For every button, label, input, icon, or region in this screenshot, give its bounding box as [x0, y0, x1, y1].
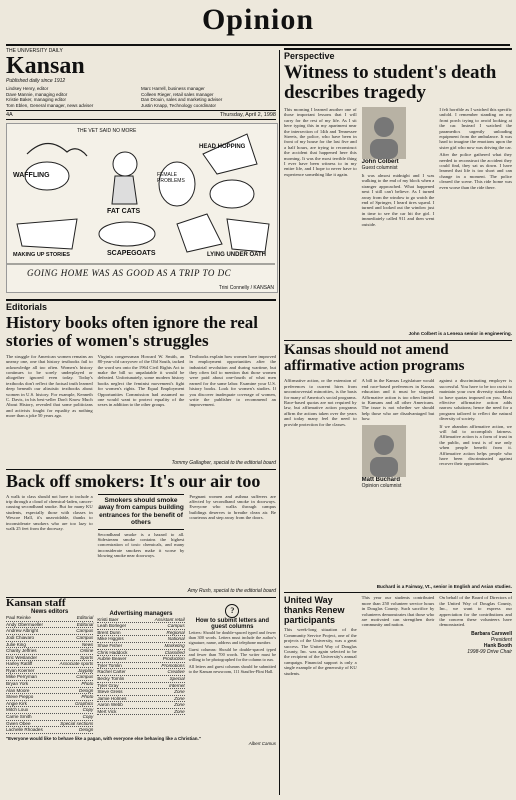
staff-entry: Marc Harrell, business manager — [141, 86, 205, 91]
staff-row-name: Becky Tomlin — [97, 675, 125, 681]
staff-row-name: Bryan York — [6, 681, 29, 687]
smoking-body — [6, 494, 276, 588]
staff-row-role: Production — [162, 656, 185, 662]
staff-row-name: Angie Kirk — [6, 700, 27, 706]
staff-row-role: Zone — [174, 702, 185, 708]
staff-row — [6, 714, 93, 721]
submit-title: How to submit letters and guest columns — [195, 617, 269, 630]
staff-row-role: Design — [79, 727, 94, 733]
staff-row — [6, 661, 93, 668]
page-number: 4A — [6, 112, 13, 118]
cartoon-label: SCAPEGOATS — [107, 250, 156, 257]
feedback-section — [284, 592, 512, 733]
staff-row-name: Alan Moore — [6, 687, 30, 693]
staff-row-role: Design — [79, 687, 94, 693]
affirmative-body — [284, 378, 512, 584]
staff-row-name: Shae Fisher — [97, 642, 123, 648]
staff-row-role: Sports — [80, 654, 94, 660]
staff-row — [6, 688, 93, 695]
column-divider — [279, 50, 280, 795]
staff-row-name: Jodi Chiavaro — [6, 634, 35, 640]
cartoon-label: MAKING UP STORIES — [13, 252, 70, 258]
staff-row-name: Paul Reinke — [6, 615, 31, 621]
editorial-headline: History books often ignore the real stories of women's struggles — [6, 313, 258, 350]
staff-row — [97, 696, 184, 703]
signer-title: President — [490, 636, 512, 643]
editorial-signature: Tommy Gallagher, special to the editorial board — [171, 459, 276, 466]
editorial-cartoon — [6, 123, 278, 293]
staff-row-role: Graphics — [74, 700, 94, 706]
staff-row-role: Special — [169, 675, 185, 681]
cartoon-label: LYING UNDER OATH — [207, 252, 267, 258]
affirmative-tagline: Buchard is a Fairway, Vt., senior in English and Asian studies. — [376, 584, 512, 590]
staff-row-name: Charity Jeffries — [6, 648, 37, 654]
masthead-rule — [6, 44, 510, 46]
smoking-col: Pregnant women and asthma sufferers are affected by secondhand smoke in doorways. Everyone who walks through campus buildings deserves to breathe clean air. Be courteous and step away from the doors. — [189, 493, 276, 521]
staff-row-name: Aubrie Beaver — [97, 656, 127, 662]
affirmative-col: against a discriminating employer is successful. You have to be too racist to maintain your own diversity standards to have quotas imposed on you. Most effective affirmative action adds narrow solutions; hence the need for a program tailored to reflect the natural diversity of society. — [439, 378, 512, 422]
staff-row-role: Online — [80, 648, 94, 654]
news-editors-list — [6, 615, 93, 734]
staff-row-role: Editorial — [76, 621, 94, 627]
ad-managers-list — [97, 617, 184, 716]
staff-row — [97, 617, 184, 624]
staff-row-role: Special sections — [60, 720, 94, 726]
staff-row-name: Andy Obermueller — [6, 621, 44, 627]
staff-row-name: Mitch Loux — [6, 707, 29, 713]
info-icon: ? — [225, 604, 239, 618]
staff-row-role: Classified — [164, 649, 185, 655]
staff-row-name: Tyler Tomlin — [97, 662, 122, 668]
submit-letters: Letters: Should be double-spaced typed and fewer than 300 words. Letters must include the author's signature, name, address and telephone number. — [188, 629, 276, 645]
staff-row-role: Promotions — [161, 662, 185, 668]
staff-entry: Justin Knapp, Technology coordinator — [141, 102, 216, 108]
editorials-label: Editorials — [6, 299, 276, 312]
right-column — [284, 48, 512, 798]
staff-row-name: Chris Haddock — [97, 649, 128, 655]
staff-quote: "Everyone would like to behave like a pagan, with everyone else behaving like a Christian." — [6, 735, 201, 741]
kansan-staff-box — [6, 597, 276, 734]
staff-row — [6, 721, 93, 728]
staff-row — [97, 702, 184, 709]
affirmative-col: If we abandon affirmative action, we will fail to accomplish fairness. Affirmative action is a form of trust in the public, and trust is of use only when people benefit from it. Affirmative action helps people who have been discriminated against recover their opportunities. — [439, 423, 512, 467]
signer-name: Barbara Carswell — [471, 630, 512, 637]
staff-row — [6, 674, 93, 681]
staff-row-name: Steve Gress — [97, 689, 123, 695]
staff-row-role: Internet — [169, 682, 185, 688]
dateline — [6, 110, 276, 120]
staff-row-role: National — [167, 636, 185, 642]
staff-row-name: Aaron Webb — [97, 702, 123, 708]
staff-box-title: Kansan staff — [6, 596, 66, 609]
news-editors-title: News editors — [30, 609, 69, 616]
author-photo-icon — [362, 425, 406, 477]
staff-row — [6, 628, 93, 635]
feedback-col: This week-long situation of the Community Service Project, one of the projects of the University, was a great success. The United Way of Douglas County, Inc. was again selected to be the recipient of the University's annual campaign. Financial support is only a single example of the generosity of KU students. — [284, 627, 357, 676]
staff-row — [6, 701, 93, 708]
staff-row — [97, 709, 184, 716]
smoking-pullquote: Smokers should smoke away from campus building entrances for the benefit of others — [98, 494, 185, 530]
ad-managers-title: Advertising managers — [109, 610, 173, 617]
staff-row — [97, 663, 184, 670]
staff-row-role: Photo — [81, 694, 94, 700]
issue-date: Thursday, April 2, 1998 — [219, 112, 276, 118]
staff-row — [6, 681, 93, 688]
staff-row-name: Mike Perryman — [6, 674, 37, 680]
staff-row-name: Jamie Holmes — [97, 695, 127, 701]
staff-row-name: Leah Borleger — [97, 623, 127, 629]
staff-row-role: Campus — [76, 628, 94, 634]
feedback-headline: United Way thanks Renew participants — [284, 595, 345, 626]
staff-row-name: Steve Pieppo — [6, 694, 34, 700]
staff-entry: Lindsey Henry, editor — [6, 86, 49, 91]
staff-row-role: Campus — [76, 674, 94, 680]
staff-quote-author: Albert Camus — [248, 740, 276, 746]
signer-title: 1998-99 Drive Chair — [467, 648, 512, 655]
submit-note: All letters and guest columns should be submitted to the Kansan newsroom, 111 Stauffer-Flint Hall. — [188, 663, 276, 674]
perspective-col: After the police gathered what they needed to reconstruct the accident they could find, they sat us down. I have learned that life is too short and can change in a moment. The police cleared the scene. This ride home was even worse than the ride there. — [439, 152, 512, 190]
staff-row-role: Editorial — [76, 615, 94, 621]
editorial-col: Textbooks explain how women have improved in employment opportunities after the industrial revolution and during wartime, but they often fail to mention that those women were paid about one-fourth of what men earned for the same labor. Examine your U.S. history books. Look for women's studies. If you discover inadequate coverage of women, write the publisher to recommend an improvement. — [189, 353, 276, 408]
perspective-tagline: John Colbert is a Lenexa senior in engineering. — [408, 330, 512, 336]
staff-row — [97, 669, 184, 676]
signer-name: Hank Booth — [483, 642, 512, 649]
staff-row-name: Mike Higgins — [97, 636, 124, 642]
section-title: Opinion — [201, 3, 315, 36]
perspective-headline: Witness to student's death describes tragedy — [284, 62, 497, 103]
cartoon-label: WAFFLING — [13, 172, 50, 179]
staff-row-name: Gwen Obee — [6, 720, 31, 726]
staff-row-name: Ryan Koerner — [6, 667, 35, 673]
perspective-col: I felt horrible as I watched this specific unfold. I remember standing on my front porch trying to avoid looking at the car. Instead I watched the paramedics urgently unloading equipment from the ambulance. It was hard to imagine the emotions upon the sister girl who now was driving the car. — [439, 106, 512, 150]
author-name: Matt Buchard — [361, 476, 400, 483]
staff-row-name: Tyler Gray — [97, 682, 119, 688]
author-name: John Colbert — [361, 158, 399, 165]
smoking-signature: Amy Rush, special to the editorial board — [187, 587, 276, 594]
staff-entry: Dan Drouin, sales and marketing adviser — [141, 97, 223, 102]
staff-row-role: Zone — [174, 695, 185, 701]
staff-row — [97, 630, 184, 637]
staff-row — [6, 655, 93, 662]
staff-row-role: Zone — [174, 689, 185, 695]
staff-row — [97, 676, 184, 683]
perspective-body — [284, 107, 512, 331]
flag-name: Kansan — [6, 53, 85, 79]
staff-row — [6, 648, 93, 655]
staff-row-name: Andrew Albright — [6, 628, 39, 634]
cartoon-label: FEMALE PROBLEMS — [157, 172, 185, 184]
staff-row-role: Campus — [76, 634, 94, 640]
staff-row — [97, 643, 184, 650]
staff-row-role: Jayplay — [77, 667, 94, 673]
staff-row-role: Campus — [167, 623, 185, 629]
staff-row-name: Kristi Baer — [97, 616, 119, 622]
flag-published: Published daily since 1912 — [6, 78, 66, 84]
smoking-headline: Back off smokers: It's our air too — [6, 470, 261, 491]
staff-row — [6, 707, 93, 714]
affirmative-col: A bill in the Kansas Legislature would end race-based preferences in Kansas education and it must be stopped. Affirmative action is too often limited to Kansans and all other Americans. The issue is not whether we should help those who are disadvantaged but how. — [361, 378, 435, 422]
staff-row-name: Brent Dunn — [97, 629, 121, 635]
feedback-col: On behalf of the Board of Directors of the United Way of Douglas County, Inc., we want to express our appreciation for the contributions and the concern these volunteers have demonstrated. — [439, 595, 512, 628]
staff-row-role: Zone — [174, 708, 185, 714]
staff-row — [6, 642, 93, 649]
staff-entry: Kristie Baker, managing editor — [6, 97, 67, 102]
staff-row-role: Regional — [166, 629, 185, 635]
submit-guest: Guest columns: Should be double-spaced typed and fewer than 700 words. The writer must be willing to be photographed for the column to run. — [188, 646, 276, 662]
author-photo — [362, 107, 406, 159]
section-masthead — [0, 0, 516, 46]
staff-row-role: Copy — [82, 707, 94, 713]
staff-row-role: Marketing — [164, 642, 185, 648]
perspective-col: It was almost midnight and I was walking to the end of my block when a stranger approached. What happened next I still can't believe. As I turned away from the window to go watch the end of Springer, I heard tires squeal. I turned and looked out the window just in time to see the car hit the girl. I immediately called 911 and then went outside. — [361, 172, 435, 227]
staff-row-role: Assistant retail — [154, 616, 185, 622]
author-title: Guest columnist — [361, 164, 398, 171]
staff-row-role: Associate sports — [59, 661, 94, 667]
staff-row — [6, 668, 93, 675]
cartoon-credit: Trini Connelly / KANSAN — [218, 285, 274, 291]
cartoon-label: HEAD HOPPING — [199, 144, 246, 150]
editorial-col: Virginia congressman Howard W. Smith, an 80-year-old carryover of the Old South, tacked the word sex onto the 1964 Civil Rights Act to make the bill so unpalatable it would be defeated. Unfortunately, some modern history books neglect the feminist movement's fight for women's rights. The Equal Employment Opportunities Commission had assumed no one would want to protect equality of the sexes in addition to the other groups. — [97, 353, 185, 408]
smoking-col: Secondhand smoke is a hazard to all. Sidestream smoke contains the highest concentration of toxic chemicals, and many inconsiderate smokers make it worse by blowing smoke near doorways. — [97, 531, 185, 559]
staff-entry: Colleen Rieger, retail sales manager — [141, 91, 214, 97]
staff-row-name: Rachel Carter — [97, 669, 126, 675]
author-photo-icon — [362, 107, 406, 159]
author-title: Opinion columnist — [361, 482, 402, 489]
staff-row — [6, 622, 93, 629]
staff-row — [97, 683, 184, 690]
smoking-col: A walk to class should not have to include a trip through a cloud of chemical-laden, cancer-causing secondhand smoke. But for many KU students, especially those with classes in Wescoe Hall, it's unavoidable, thanks to inconsiderate smokers who are too lazy to walk 25 feet from the doorway. — [6, 493, 93, 532]
staff-row-name: Julie King — [6, 641, 26, 647]
editorial-body — [6, 354, 276, 460]
staff-row — [97, 650, 184, 657]
staff-row — [6, 694, 93, 701]
left-column — [6, 48, 276, 798]
perspective-col: This morning I learned another one of those important lessons that I will carry for the rest of my life. As I sit here typing this in my apartment near the intersection of 14th and Tennessee Streets, the police, who have been in front of my house for the last five and a half hours, are trying to reconstruct the accident that happened here this morning. It was the most terrible thing I ever have been witness to in my entire life, and I hope to never have to experience something like it again. — [284, 106, 357, 177]
affirmative-headline: Kansas should not amend affirmative action programs — [284, 341, 465, 374]
staff-entry: Dave Mannie, managing editor — [6, 91, 68, 97]
staff-row-name: Harley Ratliff — [6, 661, 33, 667]
staff-row — [97, 689, 184, 696]
staff-row — [6, 635, 93, 642]
cartoon-caption: GOING HOME WAS AS GOOD AS A TRIP TO DC — [27, 268, 232, 278]
staff-list — [6, 86, 276, 108]
staff-row-role: Creative — [167, 669, 185, 675]
perspective-label: Perspective — [284, 48, 512, 61]
staff-row-role: News — [81, 641, 94, 647]
staff-row-role: Photo — [81, 681, 94, 687]
staff-row — [97, 656, 184, 663]
editorial-col: The struggle for American women remains an uneasy one, one that history textbooks fail to acknowledge all too often. Women's history continues to be sorely underplayed or altogether ignored even today. Today's textbooks don't reflect the factual truth learned deep beneath our altruistic textbooks about women in U.S. history. For example, Kenneth C. Davis, in his best-seller Don't Know Much About History, revealed that some politicians and activists fought for equality as nothing more than a joke 50 years ago. — [6, 353, 93, 419]
staff-row-role: Copy — [82, 714, 94, 720]
staff-row-name: Lachelle Rhoades — [6, 727, 43, 733]
staff-row — [97, 623, 184, 630]
staff-row — [6, 615, 93, 622]
author-photo — [362, 425, 406, 477]
staff-entry: Tom Eblen, General manager, news adviser — [6, 102, 94, 108]
feedback-col: This year our students contributed more than 250 volunteer service hours in Douglas County. Such sacrifice by volunteers demonstrates that those who are motivated can strengthen their community and nation. — [361, 595, 435, 628]
cartoon-label: FAT CATS — [107, 208, 141, 215]
flag-subtitle: THE UNIVERSITY DAILY — [6, 48, 63, 54]
staff-row-name: Mert Vick — [97, 708, 117, 714]
staff-row — [97, 636, 184, 643]
cartoon-label: THE VET SAID NO MORE — [77, 128, 137, 134]
staff-row-name: Carrie Smith — [6, 714, 32, 720]
affirmative-col: Affirmative action, or the extension of preferences to current hires from uncontroversial minorities, is the basis for many of America's social programs. Race-based quotas are not required by law, but affirmative action programs affirm the actions taken over the years and today many feel the need to provide protection for the classes. — [284, 378, 357, 427]
staff-row-name: Eric Weslander — [6, 654, 38, 660]
staff-row — [6, 727, 93, 734]
